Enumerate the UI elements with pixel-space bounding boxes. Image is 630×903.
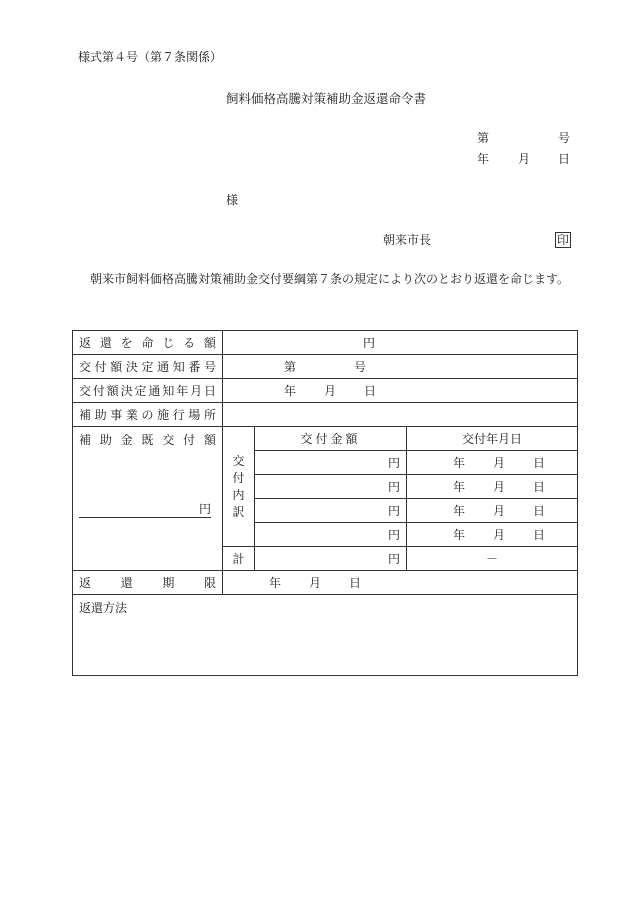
year-unit: 年 xyxy=(269,576,282,590)
breakdown-date[interactable]: 年 月 日 xyxy=(407,451,578,475)
notice-date-value[interactable] xyxy=(223,379,578,403)
form-number: 様式第４号（第７条関係） xyxy=(78,50,223,64)
number-suffix: 号 xyxy=(354,360,367,374)
return-order-table xyxy=(72,330,578,676)
total-amount[interactable]: 円 xyxy=(255,547,407,571)
day-unit: 日 xyxy=(364,384,377,398)
breakdown-amount[interactable]: 円 xyxy=(255,523,407,547)
deadline-label: 返還期限 xyxy=(73,571,223,595)
yen-unit: 円 xyxy=(363,336,376,350)
doc-number-suffix: 号 xyxy=(558,131,571,145)
breakdown-date[interactable]: 年 月 日 xyxy=(407,523,578,547)
table-row xyxy=(73,379,578,403)
already-paid-amount[interactable] xyxy=(79,500,216,518)
table-row xyxy=(73,427,578,451)
col-header-amount: 交付金額 xyxy=(255,427,407,451)
day-unit: 日 xyxy=(349,576,362,590)
notice-number-label: 交付額決定通知番号 xyxy=(73,355,223,379)
table-row xyxy=(73,571,578,595)
return-method-label: 返還方法 xyxy=(79,601,128,615)
breakdown-amount[interactable]: 円 xyxy=(255,475,407,499)
yen-unit: 円 xyxy=(79,500,211,518)
date-year-label: 年 xyxy=(477,152,490,166)
breakdown-amount[interactable]: 円 xyxy=(255,499,407,523)
breakdown-amount[interactable]: 円 xyxy=(255,451,407,475)
notice-number-value[interactable] xyxy=(223,355,578,379)
number-prefix: 第 xyxy=(284,360,297,374)
document-title: 飼料価格高騰対策補助金返還命令書 xyxy=(226,91,427,106)
col-header-date: 交付年月日 xyxy=(407,427,578,451)
breakdown-date[interactable]: 年 月 日 xyxy=(407,475,578,499)
seal-mark: 印 xyxy=(557,233,570,247)
project-location-value[interactable] xyxy=(223,403,578,427)
return-method-cell[interactable] xyxy=(73,595,578,676)
return-amount-label: 返還を命じる額 xyxy=(73,331,223,355)
year-unit: 年 xyxy=(284,384,297,398)
total-date: － xyxy=(407,547,578,571)
date-day-label: 日 xyxy=(558,152,571,166)
date-month-label: 月 xyxy=(518,152,531,166)
already-paid-label: 補助金既交付額 xyxy=(79,433,216,447)
table-row xyxy=(73,595,578,676)
breakdown-label: 交付内訳 xyxy=(232,453,245,519)
breakdown-date[interactable]: 年 月 日 xyxy=(407,499,578,523)
table-row xyxy=(73,403,578,427)
body-text: 朝来市飼料価格高騰対策補助金交付要綱第７条の規定により次のとおり返還を命じます。 xyxy=(90,272,570,286)
project-location-label: 補助事業の施行場所 xyxy=(73,403,223,427)
month-unit: 月 xyxy=(324,384,337,398)
return-amount-value[interactable] xyxy=(223,331,578,355)
total-label: 計 xyxy=(223,547,255,571)
table-row xyxy=(73,331,578,355)
table-row xyxy=(73,355,578,379)
addressee-suffix: 様 xyxy=(226,193,239,207)
issuer-name: 朝来市長 xyxy=(383,233,432,247)
month-unit: 月 xyxy=(309,576,322,590)
doc-number-prefix: 第 xyxy=(477,131,490,145)
notice-date-label: 交付額決定通知年月日 xyxy=(73,379,223,403)
breakdown-label-cell xyxy=(223,427,255,547)
already-paid-cell xyxy=(73,427,223,571)
deadline-value[interactable] xyxy=(223,571,578,595)
